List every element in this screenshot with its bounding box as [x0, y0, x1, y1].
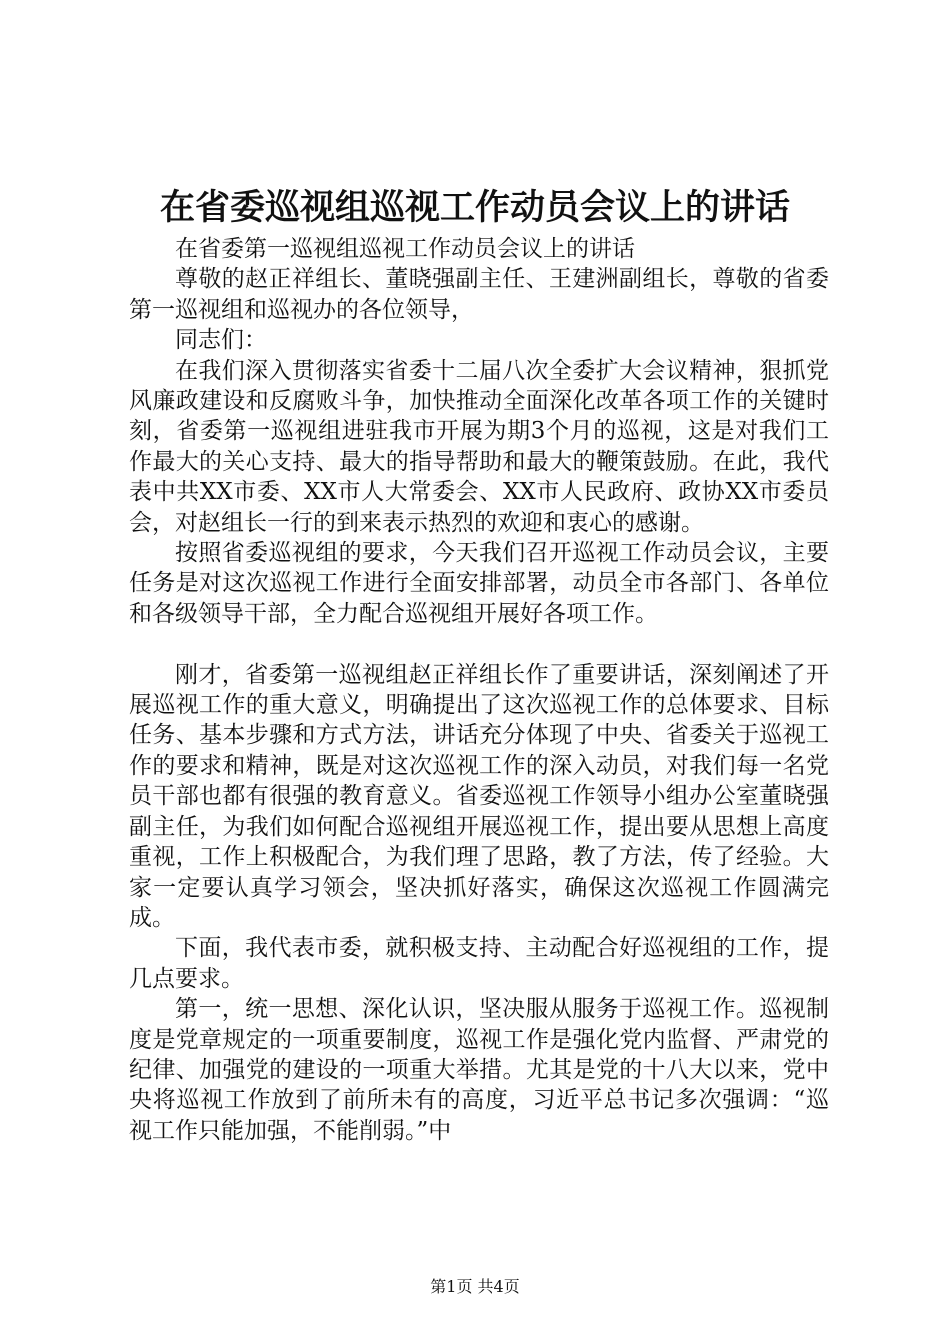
- paragraph-meeting-purpose: 按照省委巡视组的要求，今天我们召开巡视工作动员会议，主要任务是对这次巡视工作进行全面安排部署，动员全市各部门、各单位和各级领导干部，全力配合巡视组开展好各项工作。: [129, 540, 829, 627]
- paragraph-salutation: 尊敬的赵正祥组长、董晓强副主任、王建洲副组长，尊敬的省委第一巡视组和巡视办的各位领导，: [129, 266, 829, 323]
- paragraph-requirements-intro: 下面，我代表市委，就积极支持、主动配合好巡视组的工作，提几点要求。: [129, 935, 829, 992]
- paragraph-subtitle: 在省委第一巡视组巡视工作动员会议上的讲话: [175, 236, 635, 262]
- document-title: 在省委巡视组巡视工作动员会议上的讲话: [159, 187, 790, 228]
- paragraph-first-point: 第一，统一思想、深化认识，坚决服从服务于巡视工作。巡视制度是党章规定的一项重要制度，巡视工作是强化党内监督、严肃党的纪律、加强党的建设的一项重大举措。尤其是党的十八大以来，党中央将巡视工作放到了前所未有的高度，习近平总书记多次强调：“巡视工作只能加强，不能削弱。”中: [129, 996, 829, 1144]
- document-body: [129, 234, 829, 1146]
- paragraph-welcome: 在我们深入贯彻落实省委十二届八次全委扩大会议精神，狠抓党风廉政建设和反腐败斗争，加快推动全面深化改革各项工作的关键时刻，省委第一巡视组进驻我市开展为期3个月的巡视，这是对我们工作最大的关心支持、最大的指导帮助和最大的鞭策鼓励。在此，我代表中共XX市委、XX市人大常委会、XX市人民政府、政协XX市委员会，对赵组长一行的到来表示热烈的欢迎和衷心的感谢。: [129, 357, 829, 536]
- paragraph-greeting: 同志们：: [175, 327, 267, 354]
- paragraph-speech-summary: 刚才，省委第一巡视组赵正祥组长作了重要讲话，深刻阐述了开展巡视工作的重大意义，明确提出了这次巡视工作的总体要求、目标任务、基本步骤和方式方法，讲话充分体现了中央、省委关于巡视工作的要求和精神，既是对这次巡视工作的深入动员，对我们每一名党员干部也都有很强的教育意义。省委巡视工作领导小组办公室董晓强副主任，为我们如何配合巡视组开展巡视工作，提出要从思想上高度重视，工作上积极配合，为我们理了思路，教了方法，传了经验。大家一定要认真学习领会，坚决抓好落实，确保这次巡视工作圆满完成。: [129, 661, 829, 931]
- page-footer: 第1页 共4页: [430, 1277, 520, 1296]
